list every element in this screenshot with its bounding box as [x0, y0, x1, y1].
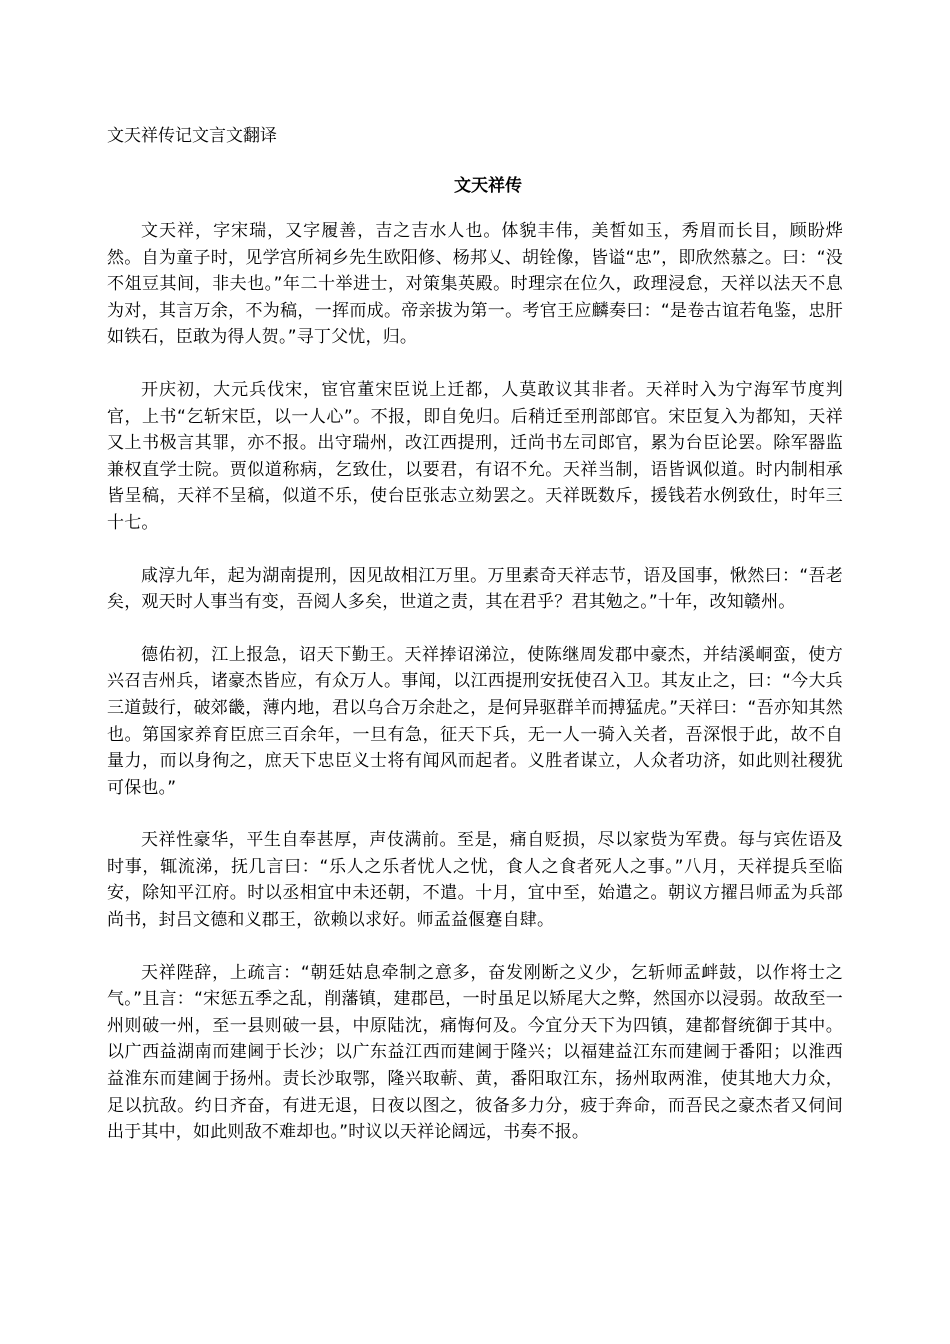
- paragraph-6: 天祥陛辞，上疏言：“朝廷姑息牵制之意多，奋发刚断之义少，乞斩师孟衅鼓，以作将士之气。”且言：“宋惩五季之乱，削藩镇，建郡邑，一时虽足以矫尾大之弊，然国亦以浸弱。故敌至一州则破一州，至一县则破一县，中原陆沈，痛悔何及。今宜分天下为四镇，建都督统御于其中。以广西益湖南而建阃于长沙；以广东益江西而建阃于隆兴；以福建益江东而建阃于番阳；以淮西益淮东而建阃于扬州。责长沙取鄂，隆兴取蕲、黄，番阳取江东，扬州取两淮，使其地大力众，足以抗敌。约日齐奋，有进无退，日夜以图之，彼备多力分，疲于奔命，而吾民之豪杰者又伺间出于其中，如此则敌不难却也。”时议以天祥论阔远，书奏不报。: [107, 962, 843, 1143]
- paragraph-2: 开庆初，大元兵伐宋，宦官董宋臣说上迁都，人莫敢议其非者。天祥时入为宁海军节度判官，上书“乞斩宋臣，以一人心”。不报，即自免归。后稍迁至刑部郎官。宋臣复入为都知，天祥又上书极言其罪，亦不报。出守瑞州，改江西提刑，迁尚书左司郎官，累为台臣论罢。除军器监兼权直学士院。贾似道称病，乞致仕，以要君，有诏不允。天祥当制，语皆讽似道。时内制相承皆呈稿，天祥不呈稿，似道不乐，使台臣张志立劾罢之。天祥既数斥，援钱若水例致仕，时年三十七。: [107, 379, 843, 533]
- paragraph-3: 咸淳九年，起为湖南提刑，因见故相江万里。万里素奇天祥志节，语及国事，愀然曰：“吾老矣，观天时人事当有变，吾阅人多矣，世道之责，其在君乎？君其勉之。”十年，改知赣州。: [107, 565, 843, 613]
- paragraph-1: 文天祥，字宋瑞，又字履善，吉之吉水人也。体貌丰伟，美皙如玉，秀眉而长目，顾盼烨然。自为童子时，见学宫所祠乡先生欧阳修、杨邦乂、胡铨像，皆谥“忠”，即欣然慕之。曰：“没不俎豆其间，非夫也。”年二十举进士，对策集英殿。时理宗在位久，政理浸怠，天祥以法天不息为对，其言万余，不为稿，一挥而成。帝亲拔为第一。考官王应麟奏曰：“是卷古谊若龟鉴，忠肝如铁石，臣敢为得人贺。”寻丁父忧，归。: [107, 221, 843, 348]
- document-header: 文天祥传记文言文翻译: [107, 126, 277, 146]
- paragraph-5: 天祥性豪华，平生自奉甚厚，声伎满前。至是，痛自贬损，尽以家赀为军费。每与宾佐语及时事，辄流涕，抚几言曰：“乐人之乐者忧人之忧，食人之食者死人之事。”八月，天祥提兵至临安，除知平江府。时以丞相宜中未还朝，不遣。十月，宜中至，始遣之。朝议方擢吕师孟为兵部尚书，封吕文德和义郡王，欲赖以求好。师孟益偃蹇自肆。: [107, 830, 843, 931]
- article-title: 文天祥传: [454, 176, 522, 196]
- paragraph-4: 德佑初，江上报急，诏天下勤王。天祥捧诏涕泣，使陈继周发郡中豪杰，并结溪峒蛮，使方兴召吉州兵，诸豪杰皆应，有众万人。事闻，以江西提刑安抚使召入卫。其友止之，曰：“今大兵三道鼓行，破郊畿，薄内地，君以乌合万余赴之，是何异驱群羊而搏猛虎。”天祥曰：“吾亦知其然也。第国家养育臣庶三百余年，一旦有急，征天下兵，无一人一骑入关者，吾深恨于此，故不自量力，而以身徇之，庶天下忠臣义士将有闻风而起者。义胜者谋立，人众者功济，如此则社稷犹可保也。”: [107, 644, 843, 798]
- article-body: [107, 218, 843, 1172]
